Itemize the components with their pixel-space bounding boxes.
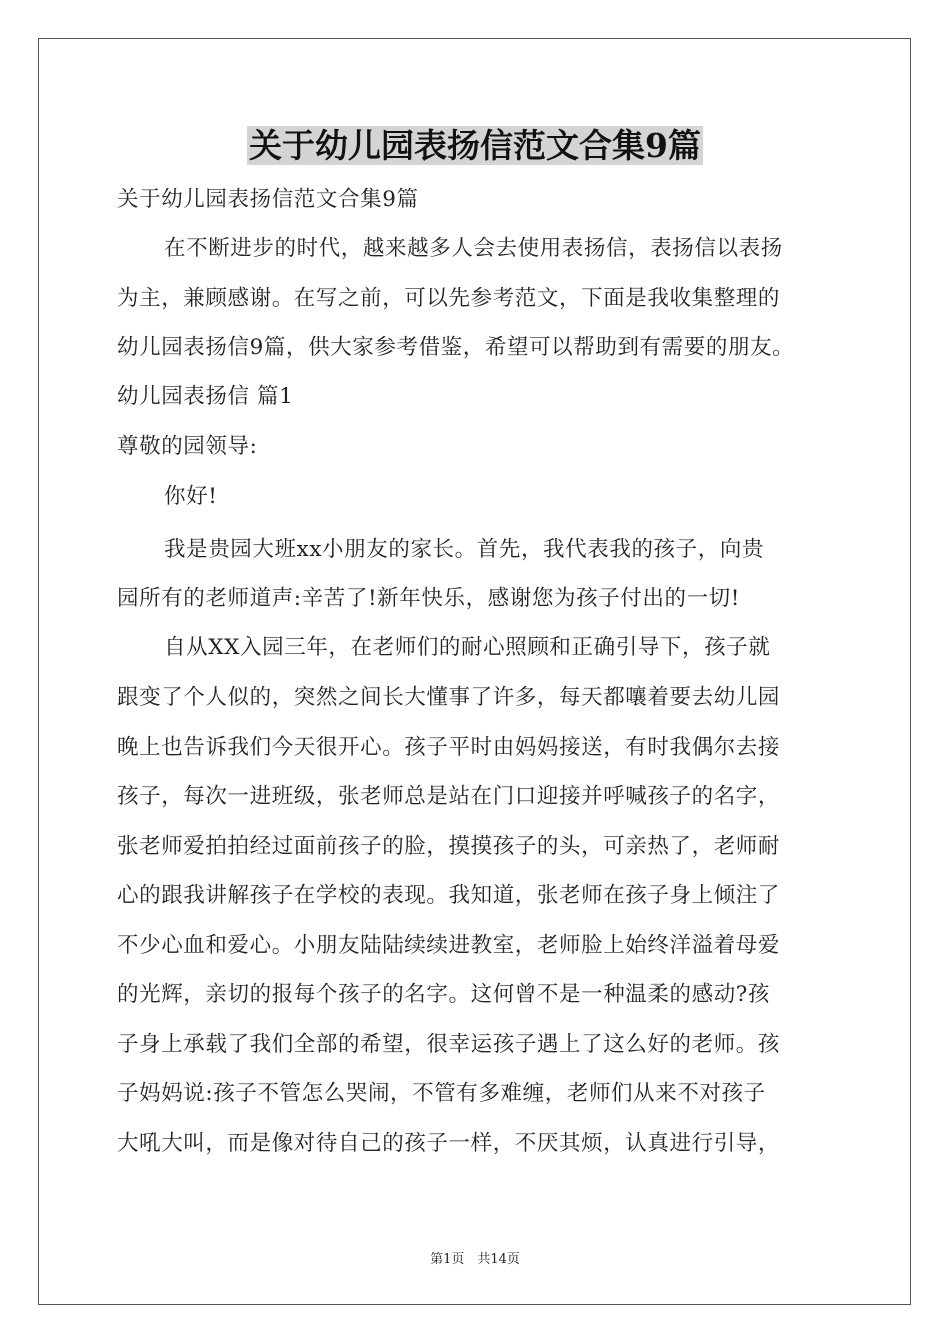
paragraph-line: 的光辉，亲切的报每个孩子的名字。这何曾不是一种温柔的感动?孩 — [117, 982, 771, 1007]
document-subtitle: 关于幼儿园表扬信范文合集9篇 — [117, 187, 419, 212]
document-title — [0, 124, 950, 168]
paragraph-line: 孩子，每次一进班级，张老师总是站在门口迎接并呼喊孩子的名字， — [117, 784, 781, 809]
intro-line: 幼儿园表扬信9篇，供大家参考借鉴，希望可以帮助到有需要的朋友。 — [117, 335, 795, 360]
paragraph-line: 心的跟我讲解孩子在学校的表现。我知道，张老师在孩子身上倾注了 — [117, 883, 781, 908]
paragraph-line: 大吼大叫，而是像对待自己的孩子一样，不厌其烦，认真进行引导， — [117, 1131, 781, 1156]
salutation: 尊敬的园领导: — [117, 434, 258, 459]
paragraph-line: 不少心血和爱心。小朋友陆陆续续进教室，老师脸上始终洋溢着母爱 — [117, 933, 781, 958]
page-footer: 第1页 共14页 — [430, 1252, 520, 1267]
paragraph-line: 张老师爱拍拍经过面前孩子的脸，摸摸孩子的头，可亲热了，老师耐 — [117, 834, 781, 859]
section-heading: 幼儿园表扬信 篇1 — [117, 384, 294, 409]
paragraph-line: 子身上承载了我们全部的希望，很幸运孩子遇上了这么好的老师。孩 — [117, 1032, 781, 1057]
paragraph-line: 园所有的老师道声:辛苦了!新年快乐，感谢您为孩子付出的一切! — [117, 586, 741, 611]
paragraph-line: 晚上也告诉我们今天很开心。孩子平时由妈妈接送，有时我偶尔去接 — [117, 735, 781, 760]
paragraph-line: 我是贵园大班xx小朋友的家长。首先，我代表我的孩子，向贵 — [164, 537, 765, 562]
greeting: 你好! — [164, 484, 218, 509]
page-border — [38, 38, 911, 1305]
document-title-text: 关于幼儿园表扬信范文合集9篇 — [249, 126, 701, 165]
paragraph-line: 跟变了个人似的，突然之间长大懂事了许多，每天都嚷着要去幼儿园 — [117, 685, 781, 710]
paragraph-line: 自从XX入园三年，在老师们的耐心照顾和正确引导下，孩子就 — [164, 635, 771, 660]
paragraph-line: 子妈妈说:孩子不管怎么哭闹，不管有多难缠，老师们从来不对孩子 — [117, 1081, 766, 1106]
intro-line: 在不断进步的时代，越来越多人会去使用表扬信，表扬信以表扬 — [164, 236, 783, 261]
intro-line: 为主，兼顾感谢。在写之前，可以先参考范文，下面是我收集整理的 — [117, 286, 781, 311]
